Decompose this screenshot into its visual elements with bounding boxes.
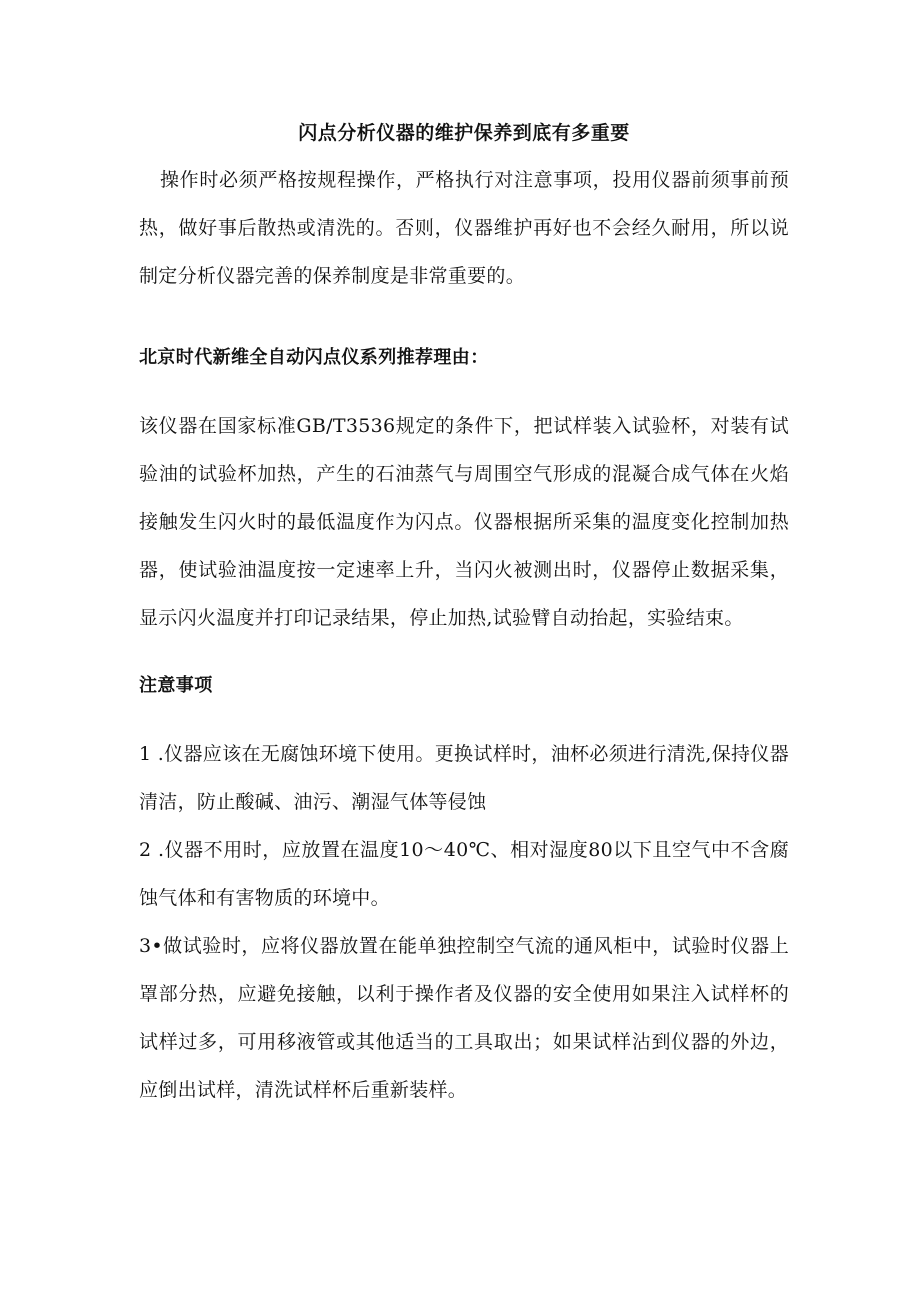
note-item: 2 .仪器不用时，应放置在温度10～40℃、相对湿度80以下且空气中不含腐蚀气体和有害物质的环境中。 bbox=[139, 839, 789, 909]
note-item: 1 .仪器应该在无腐蚀环境下使用。更换试样时，油杯必须进行清洗,保持仪器清洁，防止酸碱、油污、潮湿气体等侵蚀 bbox=[139, 743, 789, 813]
intro-paragraph: 操作时必须严格按规程操作，严格执行对注意事项，投用仪器前须事前预热，做好事后散热或清洗的。否则，仪器维护再好也不会经久耐用，所以说制定分析仪器完善的保养制度是非常重要的。 bbox=[139, 169, 789, 287]
spacer bbox=[139, 300, 789, 334]
note-item: 3•做试验时，应将仪器放置在能单独控制空气流的通风柜中，试验时仪器上罩部分热，应避免接触，以利于操作者及仪器的安全使用如果注入试样杯的试样过多，可用移液管或其他适当的工具取出；如果试样沾到仪器的外边，应倒出试样，清洗试样杯后重新装样。 bbox=[139, 935, 789, 1101]
section-heading-recommendation: 北京时代新维全自动闪点仪系列推荐理由： bbox=[139, 347, 489, 368]
document-title: 闪点分析仪器的维护保养到底有多重要 bbox=[298, 122, 630, 144]
section-heading-notes: 注意事项 bbox=[139, 675, 213, 696]
document-body bbox=[139, 110, 789, 1114]
spacer bbox=[139, 710, 789, 730]
recommendation-paragraph: 该仪器在国家标准GB/T3536规定的条件下，把试样装入试验杯，对装有试验油的试验杯加热，产生的石油蒸气与周围空气形成的混凝合成气体在火焰接触发生闪火时的最低温度作为闪点。仪器根据所采集的温度变化控制加热器，使试验油温度按一定速率上升，当闪火被测出时，仪器停止数据采集，显示闪火温度并打印记录结果，停止加热,试验臂自动抬起，实验结束。 bbox=[139, 415, 789, 629]
spacer bbox=[139, 642, 789, 662]
spacer bbox=[139, 382, 789, 402]
